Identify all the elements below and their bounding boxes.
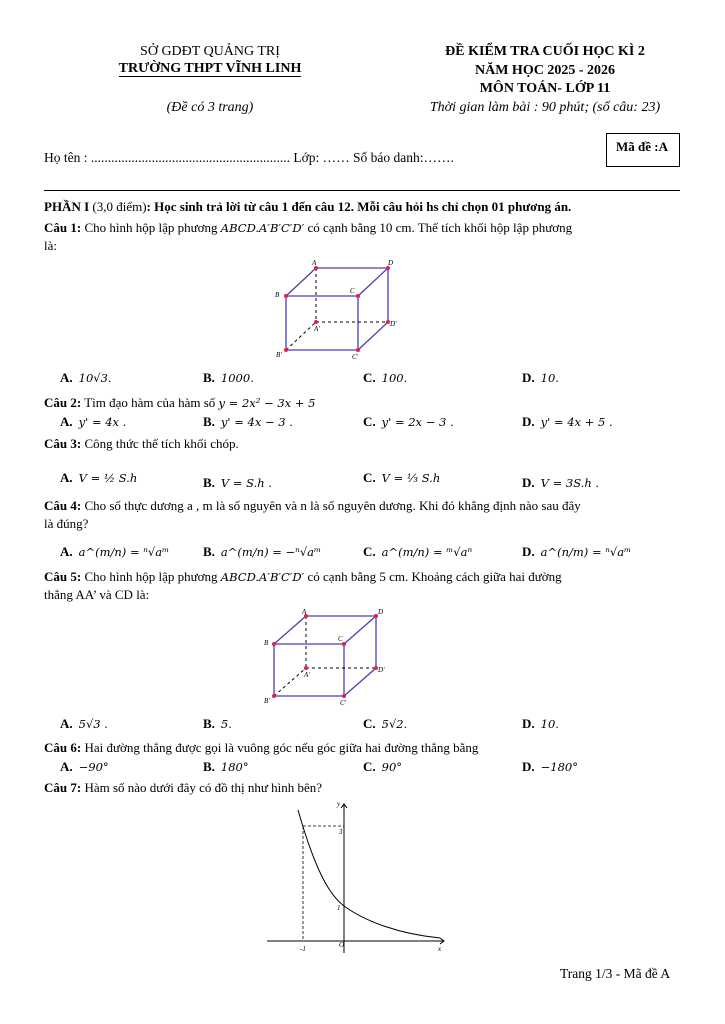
cube2-label-b: B bbox=[264, 639, 269, 647]
graph-neg1-label: -1 bbox=[300, 945, 306, 953]
q2-option-d[interactable]: D. y' = 4x + 5 . bbox=[522, 414, 613, 429]
q4-option-a[interactable]: A. a^(m/n) = ⁿ√aᵐ bbox=[60, 544, 170, 559]
q5-option-a[interactable]: A. 5√3 . bbox=[60, 716, 108, 731]
cube1-label-d1: D' bbox=[390, 320, 397, 328]
time-note: Thời gian làm bài : 90 phút; (số câu: 23) bbox=[429, 100, 661, 115]
q4-option-b[interactable]: B. a^(m/n) = −ⁿ√aᵐ bbox=[203, 544, 322, 559]
cube1-label-c: C bbox=[350, 287, 355, 295]
cube2-label-d1: D' bbox=[378, 666, 385, 674]
graph-three-label: 3 bbox=[339, 828, 343, 836]
q3-option-b[interactable]: B. V = S.h . bbox=[203, 475, 273, 490]
q1-text-post: có cạnh bằng 10 cm. Thể tích khối hộp lập phương bbox=[307, 220, 573, 235]
question-1 bbox=[44, 219, 680, 255]
graph-x-label: x bbox=[438, 945, 442, 953]
cube2-label-a1: A' bbox=[304, 671, 310, 679]
cube1-label-b: B bbox=[275, 291, 280, 299]
cube1-label-d: D bbox=[388, 259, 394, 267]
q2-option-b[interactable]: B. y' = 4x − 3 . bbox=[203, 414, 293, 429]
cube1-label-c1: C' bbox=[352, 353, 359, 361]
q1-text-pre: Cho hình hộp lập phương bbox=[84, 220, 218, 235]
cube2-label-b1: B' bbox=[264, 697, 270, 705]
part1-heading bbox=[44, 198, 680, 216]
function-graph bbox=[262, 798, 452, 958]
school-year: NĂM HỌC 2025 - 2026 bbox=[475, 63, 615, 78]
q3-option-a[interactable]: A. V = ½ S.h bbox=[60, 470, 138, 485]
question-6: Câu 6: Hai đường thẳng được gọi là vuông góc nếu góc giữa hai đường thẳng bằng bbox=[44, 740, 479, 755]
school-name-text: TRƯỜNG THPT VĨNH LINH bbox=[118, 61, 302, 76]
q1-text-post2: là: bbox=[44, 238, 57, 253]
q1-math: ABCD.A′B′C′D′ bbox=[220, 221, 305, 235]
cube-figure-2 bbox=[262, 608, 392, 708]
question-3: Câu 3: Công thức thể tích khối chóp. bbox=[44, 436, 239, 451]
cube2-label-c: C bbox=[338, 635, 343, 643]
subject: MÔN TOÁN- LỚP 11 bbox=[479, 81, 611, 96]
q2-option-a[interactable]: A. y' = 4x . bbox=[60, 414, 127, 429]
q1-option-a[interactable]: A. 10√3. bbox=[60, 370, 112, 385]
graph-y-label: y bbox=[337, 800, 341, 808]
cube2-label-a: A bbox=[302, 608, 307, 616]
q3-option-c[interactable]: C. V = ⅓ S.h bbox=[363, 470, 441, 485]
exam-title: ĐỀ KIỂM TRA CUỐI HỌC KÌ 2 bbox=[445, 44, 645, 59]
q1-option-d[interactable]: D. 10. bbox=[522, 370, 559, 385]
q1-label: Câu 1: bbox=[44, 220, 82, 235]
pages-note: (Đề có 3 trang) bbox=[166, 100, 254, 115]
page-footer: Trang 1/3 - Mã đề A bbox=[560, 966, 671, 981]
q2-math: y = 2x² − 3x + 5 bbox=[218, 396, 316, 410]
q5-option-d[interactable]: D. 10. bbox=[522, 716, 559, 731]
part1-label: PHẦN I bbox=[44, 199, 90, 214]
q2-option-c[interactable]: C. y' = 2x − 3 . bbox=[363, 414, 454, 429]
school-name bbox=[90, 61, 330, 77]
cube1-label-a: A bbox=[312, 259, 317, 267]
part1-instruction: : Học sinh trả lời từ câu 1 đến câu 12. Mỗi câu hỏi hs chỉ chọn 01 phương án. bbox=[146, 199, 572, 214]
q3-option-d[interactable]: D. V = 3S.h . bbox=[522, 475, 600, 490]
question-2: Câu 2: Tìm đạo hàm của hàm số y = 2x² − 3x + 5 bbox=[44, 395, 316, 410]
graph-one-label: 1 bbox=[337, 904, 341, 912]
cube-figure-1 bbox=[270, 258, 400, 368]
question-5: Câu 5: Cho hình hộp lập phương ABCD.A′B′C′D′ có cạnh bằng 5 cm. Khoảng cách giữa hai đường thẳng AA’ và CD là: bbox=[44, 569, 562, 602]
divider bbox=[44, 190, 680, 191]
question-4: Câu 4: Cho số thực dương a , m là số nguyên và n là số nguyên dương. Khi đó khẳng định nào sau đây là đúng? bbox=[44, 498, 581, 531]
q4-option-c[interactable]: C. a^(m/n) = ᵐ√aⁿ bbox=[363, 544, 473, 559]
dept-name: SỞ GDĐT QUẢNG TRỊ bbox=[140, 44, 280, 59]
cube2-label-d: D bbox=[378, 608, 384, 616]
question-7: Câu 7: Hàm số nào dưới đây có đồ thị như hình bên? bbox=[44, 780, 323, 795]
q1-option-c[interactable]: C. 100. bbox=[363, 370, 408, 385]
q5-option-c[interactable]: C. 5√2. bbox=[363, 716, 408, 731]
q4-option-d[interactable]: D. a^(n/m) = ⁿ√aᵐ bbox=[522, 544, 632, 559]
q1-option-b[interactable]: B. 1000. bbox=[203, 370, 254, 385]
cube2-label-c1: C' bbox=[340, 699, 347, 707]
part1-points: (3,0 điểm) bbox=[92, 199, 147, 214]
q6-option-b[interactable]: B. 180° bbox=[203, 759, 249, 774]
exam-code-box: Mã đề :A bbox=[606, 133, 680, 167]
cube1-label-a1: A' bbox=[314, 325, 320, 333]
cube1-label-b1: B' bbox=[276, 351, 282, 359]
q6-option-d[interactable]: D. −180° bbox=[522, 759, 578, 774]
graph-origin-label: O bbox=[339, 941, 345, 949]
student-info-line: Họ tên : ........................................................... Lớp: …… Số báo danh:……. bbox=[44, 150, 454, 165]
q6-option-c[interactable]: C. 90° bbox=[363, 759, 403, 774]
q6-option-a[interactable]: A. −90° bbox=[60, 759, 109, 774]
q5-option-b[interactable]: B. 5. bbox=[203, 716, 232, 731]
